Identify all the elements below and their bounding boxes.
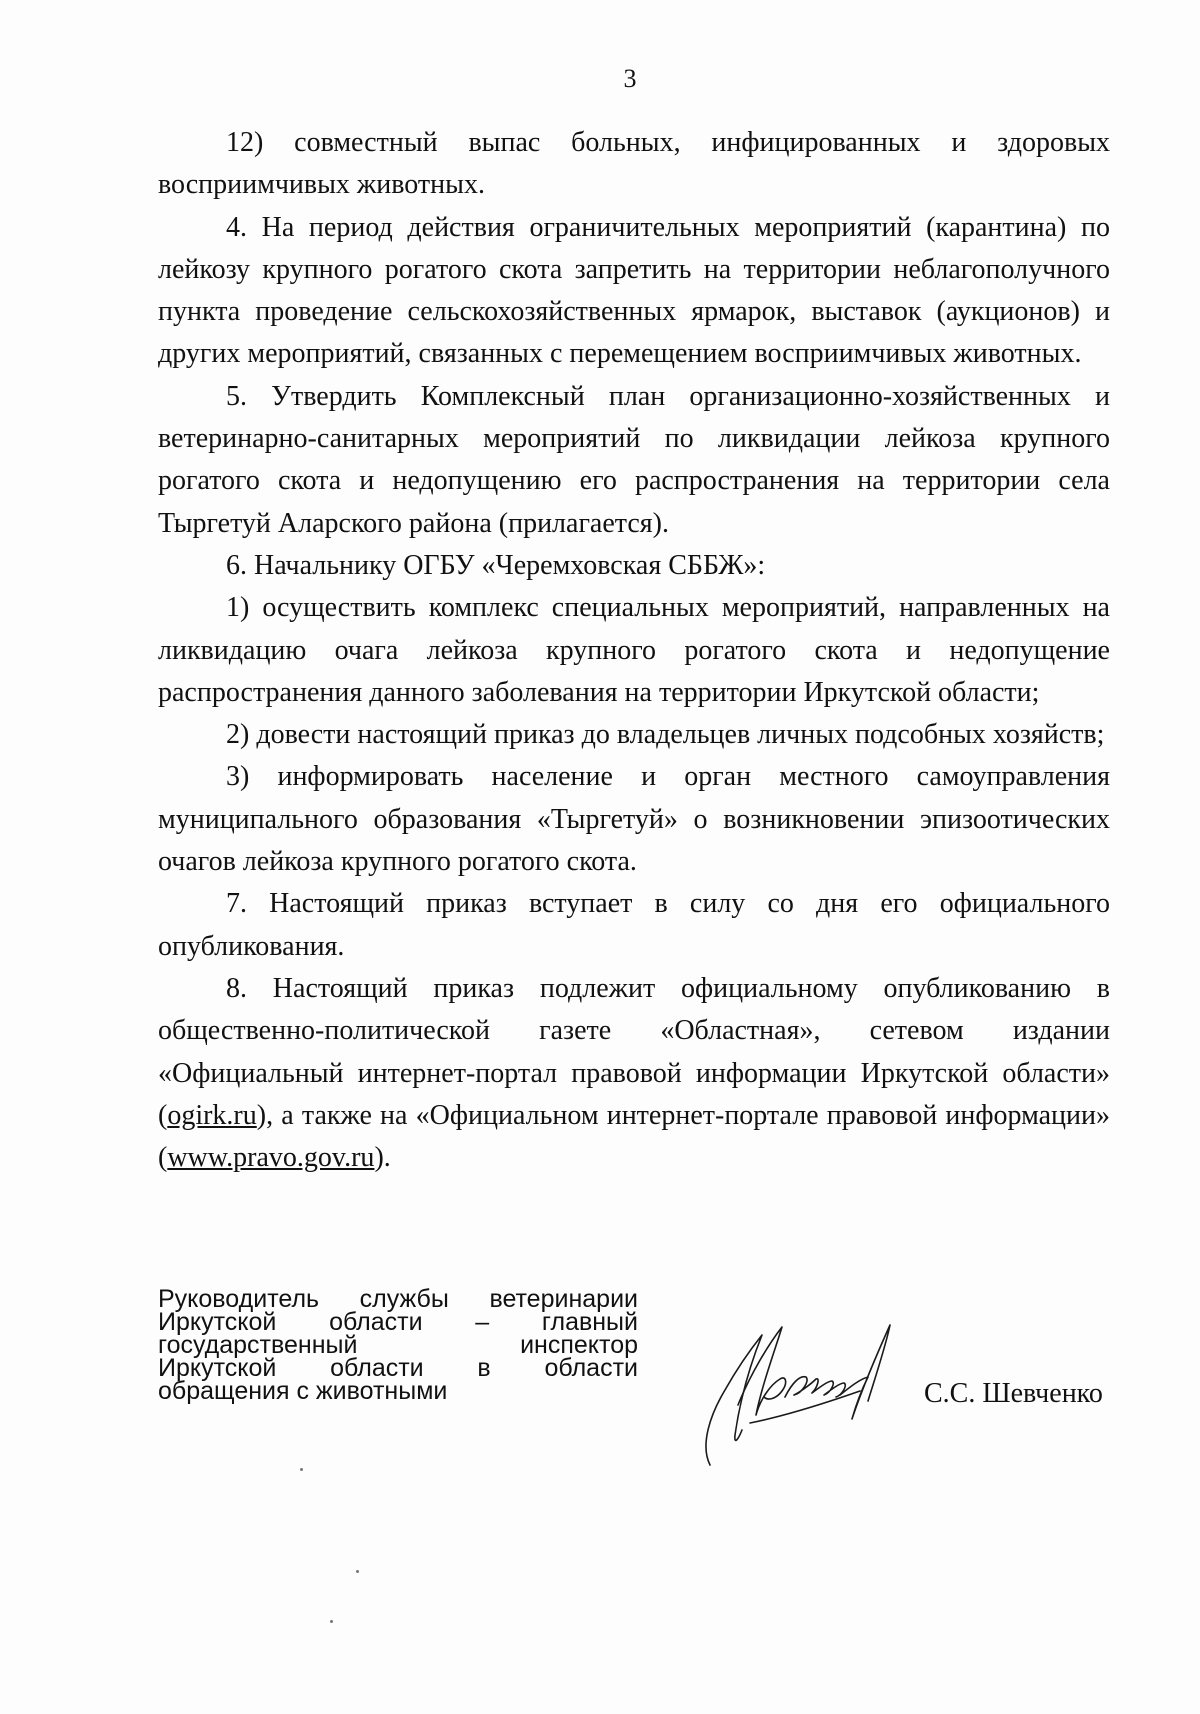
document-body [158,122,1110,1179]
paragraph-6-head-ogbu: 6. Начальнику ОГБУ «Черемховская СББЖ»: [226,549,766,581]
signatory-title-line: Иркутской области в области [158,1354,638,1382]
paragraph-5-approve-plan: 5. Утвердить Комплексный план организационно-хозяйственных и ветеринарно-санитарных мероприятий по ликвидации лейкоза крупного рогатого скота и недопущению его распространения на территории села Тыргетуй Аларского района (прилагается). [158,380,1110,539]
scan-speck [330,1620,333,1623]
paragraph-4-quarantine: 4. На период действия ограничительных мероприятий (карантина) по лейкозу крупного рогатого скота запретить на территории неблагополучного пункта проведение сельскохозяйственных ярмарок, выставок (аукционов) и других мероприятий, связанных с перемещением восприимчивых животных. [158,211,1110,370]
signer-name: С.С. Шевченко [924,1378,1103,1409]
signatory-title [158,1285,638,1405]
signatory-title-line: Иркутской области – главный [158,1308,638,1336]
publication-text-part3: ). [374,1142,391,1174]
publication-text-part1: 8. Настоящий приказ подлежит официальному опубликованию в общественно-политической газете «Областная», сетевом издании «Официальный интернет-портал правовой информации Иркутской области» ( [158,972,1110,1131]
page-number: 3 [623,64,637,93]
handwritten-signature [690,1305,930,1475]
scan-speck [300,1468,303,1471]
paragraph-6-2-notify-owners: 2) довести настоящий приказ до владельцев личных подсобных хозяйств; [226,719,1105,751]
ogirk-link[interactable]: ogirk.ru [167,1099,257,1131]
paragraph-6-3-inform-population: 3) информировать население и орган местного самоуправления муниципального образования «Тыргетуй» о возникновении эпизоотических очагов лейкоза крупного рогатого скота. [158,761,1110,878]
scan-speck [356,1570,359,1573]
paragraph-6-1-measures: 1) осуществить комплекс специальных мероприятий, направленных на ликвидацию очага лейкоза крупного рогатого скота и недопущение распространения данного заболевания на территории Иркутской области; [158,592,1110,708]
paragraph-12-joint-grazing: 12) совместный выпас больных, инфицированных и здоровых восприимчивых животных. [158,127,1110,201]
signatory-title-line: Руководитель службы ветеринарии [158,1285,638,1313]
pravo-gov-link[interactable]: www.pravo.gov.ru [167,1142,375,1174]
paragraph-8-publication [158,968,1110,1179]
publication-text-part2: ), а также на «Официальном интернет-портале правовой информации» ( [158,1099,1110,1174]
signatory-title-line: обращения с животными [158,1377,448,1405]
paragraph-7-effective-date: 7. Настоящий приказ вступает в силу со дня его официального опубликования. [158,888,1110,962]
signatory-title-line: государственный инспектор [158,1331,638,1359]
